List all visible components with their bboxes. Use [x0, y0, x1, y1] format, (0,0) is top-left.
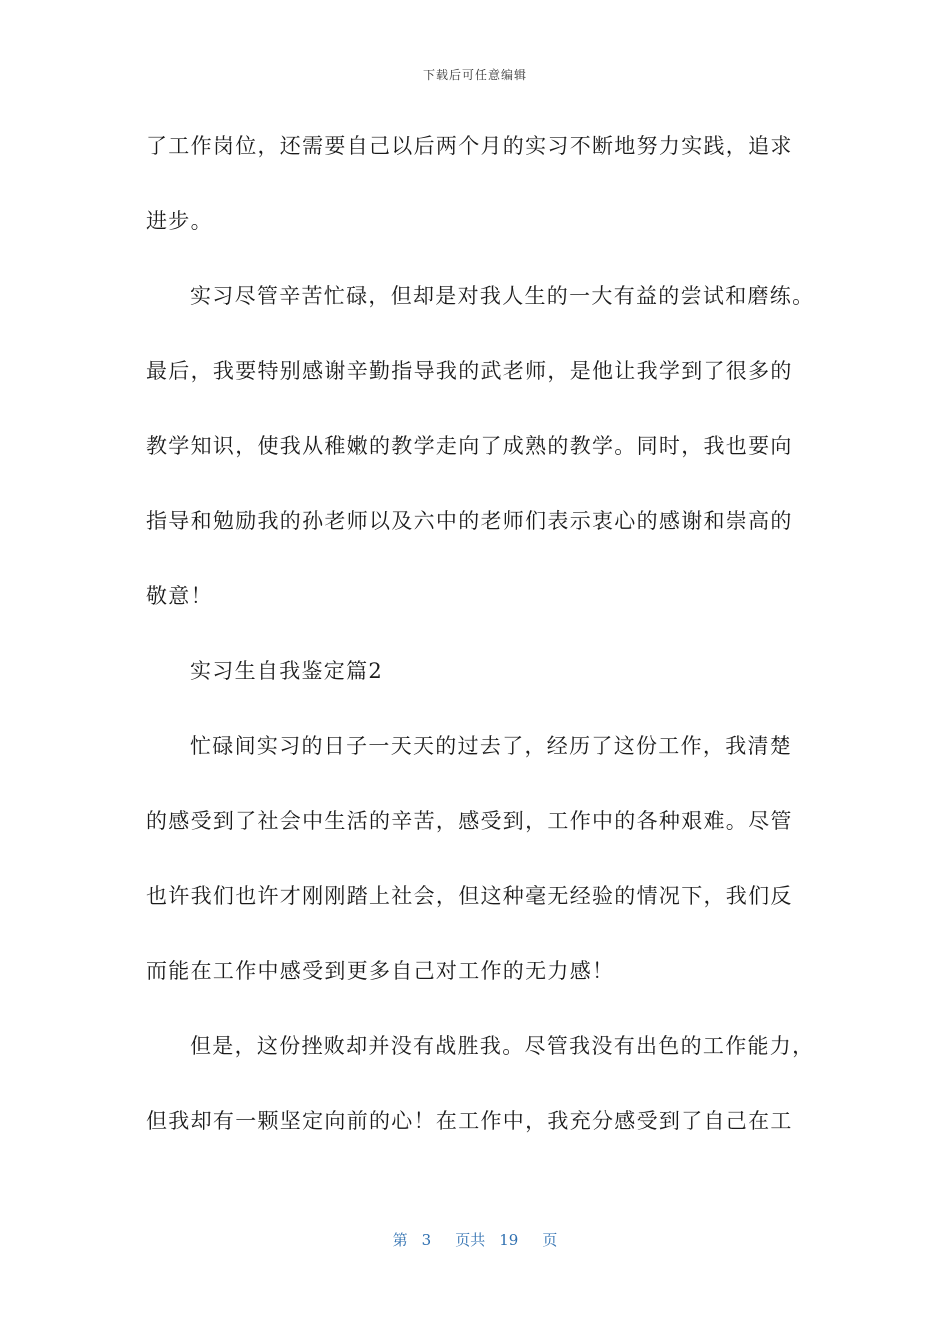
- body-line-3: 实习尽管辛苦忙碌，但却是对我人生的一大有益的尝试和磨练。: [190, 284, 815, 308]
- page-header: 下载后可任意编辑: [422, 68, 527, 82]
- body-line-11: 也许我们也许才刚刚踏上社会，但这种毫无经验的情况下，我们反: [146, 884, 793, 908]
- footer-current-page: 3: [421, 1231, 432, 1249]
- body-line-13: 但是，这份挫败却并没有战胜我。尽管我没有出色的工作能力，: [190, 1034, 815, 1058]
- body-line-12: 而能在工作中感受到更多自己对工作的无力感！: [146, 959, 615, 983]
- body-line-14: 但我却有一颗坚定向前的心！在工作中，我充分感受到了自己在工: [146, 1109, 793, 1133]
- body-line-1: 了工作岗位，还需要自己以后两个月的实习不断地努力实践，追求: [146, 134, 793, 158]
- footer-suffix: 页: [542, 1231, 558, 1249]
- footer-prefix: 第: [392, 1231, 408, 1249]
- body-line-6: 指导和勉励我的孙老师以及六中的老师们表示衷心的感谢和崇高的: [146, 509, 793, 533]
- body-line-4: 最后，我要特别感谢辛勤指导我的武老师，是他让我学到了很多的: [146, 359, 793, 383]
- body-line-2: 进步。: [146, 209, 213, 233]
- footer-total-pages: 19: [499, 1231, 519, 1249]
- body-line-10: 的感受到了社会中生活的辛苦，感受到，工作中的各种艰难。尽管: [146, 809, 793, 833]
- section-heading: 实习生自我鉴定篇2: [190, 659, 384, 683]
- body-line-5: 教学知识，使我从稚嫩的教学走向了成熟的教学。同时，我也要向: [146, 434, 793, 458]
- page-footer: [0, 1229, 950, 1250]
- footer-mid: 页共: [455, 1231, 486, 1249]
- body-line-7: 敬意！: [146, 584, 213, 608]
- body-line-9: 忙碌间实习的日子一天天的过去了，经历了这份工作，我清楚: [190, 734, 793, 758]
